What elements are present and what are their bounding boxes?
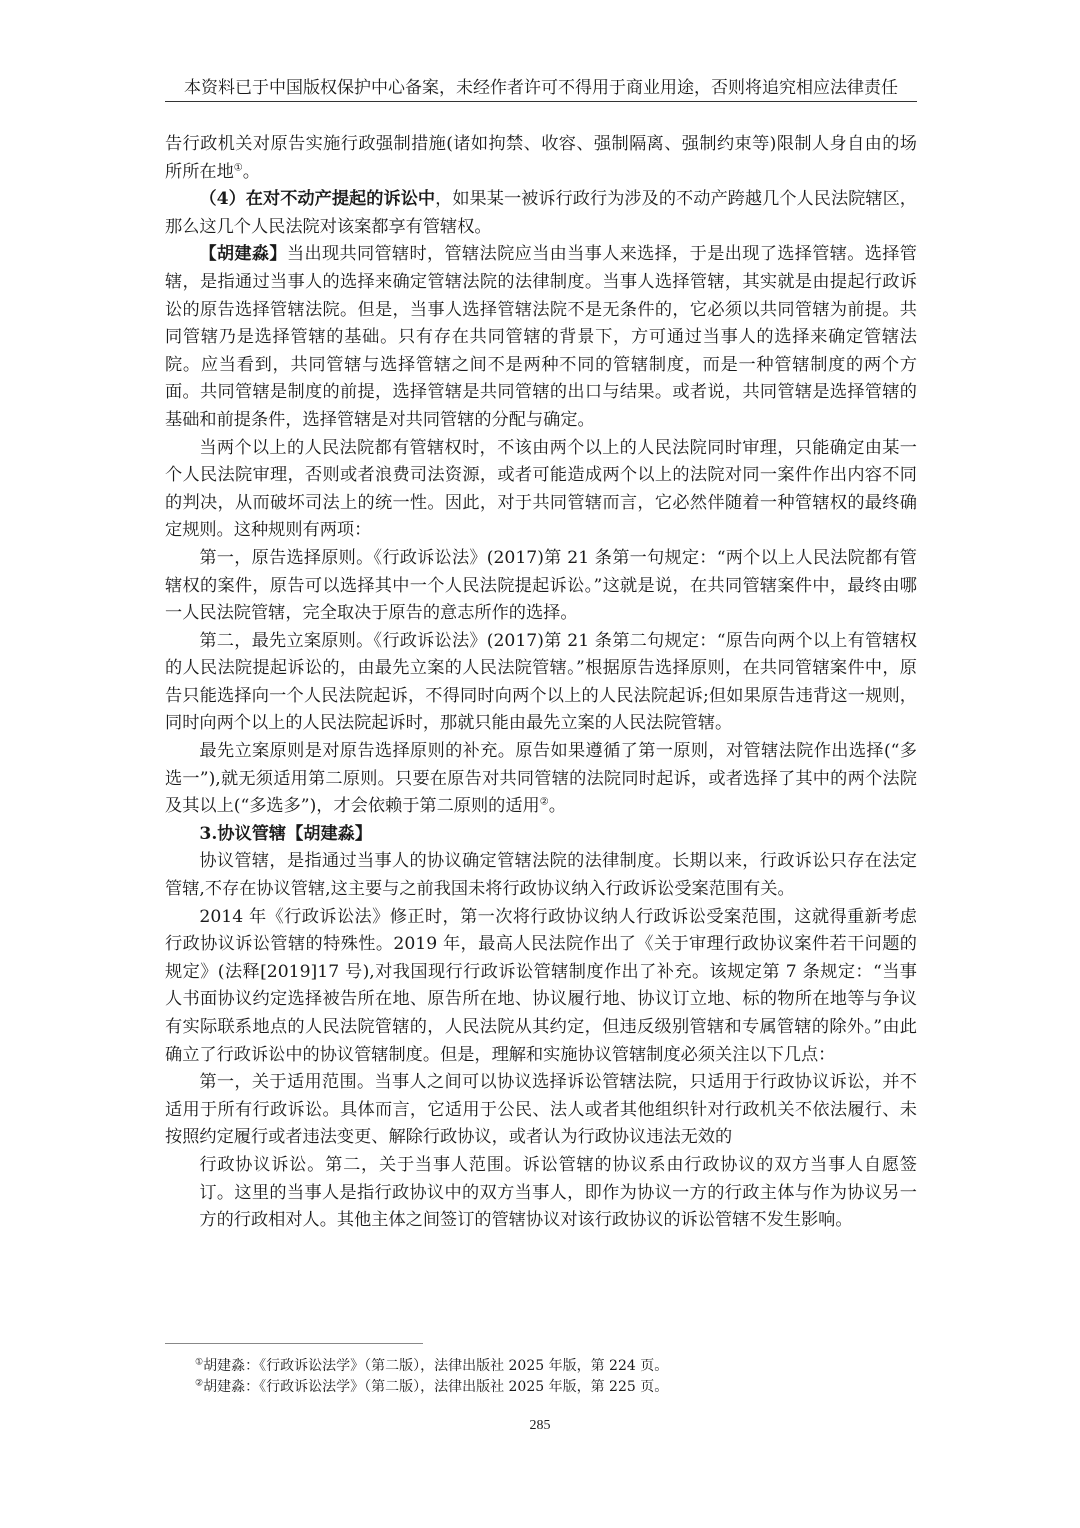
paragraph-1-text: 告行政机关对原告实施行政强制措施(诸如拘禁、收容、强制隔离、强制约束等)限制人身自由的场所所在地 [165, 134, 917, 182]
footnote-ref-2[interactable]: ② [539, 796, 549, 808]
paragraph-11: 行政协议诉讼。第二，关于当事人范围。诉讼管辖的协议系由行政协议的双方当事人自愿签订。这里的当事人是指行政协议中的双方当事人，即作为协议一方的行政主体与作为协议另一方的行政相对人。其他主体之间签订的管辖协议对该行政协议的诉讼管辖不发生影响。 [199, 1154, 917, 1231]
footnote-mark-1: ① [195, 1357, 204, 1368]
paragraph-7-text: 最先立案原则是对原告选择原则的补充。原告如果遵循了第一原则，对管辖法院作出选择(“多选一”),就无须适用第二原则。只要在原告对共同管辖的法院同时起诉，或者选择了其中的两个法院及其以上(“多选多”)，才会依赖于第二原则的适用 [165, 741, 917, 817]
footnote-text-1: 胡建淼：《行政诉讼法学》（第二版），法律出版社 2025 年版，第 224 页。 [203, 1358, 669, 1374]
page-number: 285 [529, 1418, 551, 1433]
paragraph-3-text: 当出现共同管辖时，管辖法院应当由当事人来选择，于是出现了选择管辖。选择管辖，是指通过当事人的选择来确定管辖法院的法律制度。当事人选择管辖，其实就是由提起行政诉讼的原告选择管辖法院。但是，当事人选择管辖法院不是无条件的，它必须以共同管辖为前提。共同管辖乃是选择管辖的基础。只有存在共同管辖的背景下，方可通过当事人的选择来确定管辖法院。应当看到，共同管辖与选择管辖之间不是两种不同的管辖制度，而是一种管辖制度的两个方面。共同管辖是制度的前提，选择管辖是共同管辖的出口与结果。或者说，共同管辖是选择管辖的基础和前提条件，选择管辖是对共同管辖的分配与确定。 [165, 244, 917, 430]
footnote-1 [195, 1356, 915, 1377]
paragraph-8: 协议管辖，是指通过当事人的协议确定管辖法院的法律制度。长期以来，行政诉讼只存在法定管辖,不存在协议管辖,这主要与之前我国未将行政协议纳入行政诉讼受案范围有关。 [165, 851, 917, 900]
paragraph-10: 第一，关于适用范围。当事人之间可以协议选择诉讼管辖法院，只适用于行政协议诉讼，并不适用于所有行政诉讼。具体而言，它适用于公民、法人或者其他组织针对行政机关不依法履行、未按照约定履行或者违法变更、解除行政协议，或者认为行政协议违法无效的 [165, 1072, 917, 1148]
footnote-2 [195, 1377, 915, 1398]
paragraph-2 [165, 186, 917, 241]
paragraph-3-label: 【胡建淼】 [199, 244, 287, 265]
footnotes [195, 1356, 915, 1398]
paragraph-6: 第二，最先立案原则。《行政诉讼法》(2017)第 21 条第二句规定：“原告向两个以上有管辖权的人民法院提起诉讼的，由最先立案的人民法院管辖。”根据原告选择原则，在共同管辖案件中，原告只能选择向一个人民法院起诉，不得同时向两个以上的人民法院起诉;但如果原告违背这一规则，同时向两个以上的人民法院起诉时，那就只能由最先立案的人民法院管辖。 [165, 630, 917, 734]
section-heading: 3.协议管辖【胡建淼】 [199, 823, 373, 844]
paragraph-1-end: 。 [242, 161, 260, 182]
paragraph-9: 2014 年《行政诉讼法》修正时，第一次将行政协议纳人行政诉讼受案范围，这就得重新考虑行政协议诉讼管辖的特殊性。2019 年，最高人民法院作出了《关于审理行政协议案件若干问题的规定》(法释[2019]17 号),对我国现行行政诉讼管辖制度作出了补充。该规定第 7 条规定：“当事人书面协议约定选择被告所在地、原告所在地、协议履行地、协议订立地、标的物所在地等与争议有实际联系地点的人民法院管辖的，人民法院从其约定，但违反级别管辖和专属管辖的除外。”由此确立了行政诉讼中的协议管辖制度。但是，理解和实施协议管辖制度必须关注以下几点： [165, 906, 917, 1065]
footnote-mark-2: ② [195, 1378, 204, 1389]
page-body [165, 131, 917, 1235]
paragraph-7 [165, 738, 917, 821]
paragraph-1 [165, 131, 917, 186]
paragraph-7-end: 。 [548, 796, 566, 817]
paragraph-4: 当两个以上的人民法院都有管辖权时，不该由两个以上的人民法院同时审理，只能确定由某一个人民法院审理，否则或者浪费司法资源，或者可能造成两个以上的法院对同一案件作出内容不同的判决，从而破坏司法上的统一性。因此，对于共同管辖而言，它必然伴随着一种管辖权的最终确定规则。这种规则有两项： [165, 437, 917, 541]
paragraph-2-label: （4）在对不动产提起的诉讼中 [199, 189, 436, 210]
paragraph-5: 第一，原告选择原则。《行政诉讼法》(2017)第 21 条第一句规定：“两个以上人民法院都有管辖权的案件，原告可以选择其中一个人民法院提起诉讼。”这就是说，在共同管辖案件中，最终由哪一人民法院管辖，完全取决于原告的意志所作的选择。 [165, 547, 917, 624]
paragraph-2-text: ，如果某一被诉行政行为涉及的不动产跨越几个人民法院辖区，那么这几个人民法院对该案都享有管辖权。 [165, 189, 917, 237]
page-header: 本资料已于中国版权保护中心备案，未经作者许可不得用于商业用途，否则将追究相应法律责任 [184, 78, 898, 98]
footnote-ref-1[interactable]: ① [233, 161, 243, 173]
paragraph-3 [165, 241, 917, 434]
header-rule [165, 101, 917, 102]
footnote-text-2: 胡建淼：《行政诉讼法学》（第二版），法律出版社 2025 年版，第 225 页。 [203, 1379, 669, 1395]
footnote-rule [165, 1343, 423, 1344]
